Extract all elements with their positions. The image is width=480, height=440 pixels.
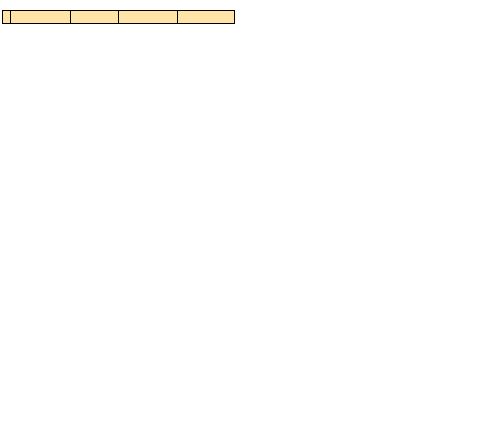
col-num <box>3 11 11 24</box>
col-dam-sire <box>178 11 235 24</box>
col-sire-sire <box>119 11 178 24</box>
col-name <box>11 11 71 24</box>
entry-table <box>2 10 235 24</box>
col-sire <box>71 11 119 24</box>
